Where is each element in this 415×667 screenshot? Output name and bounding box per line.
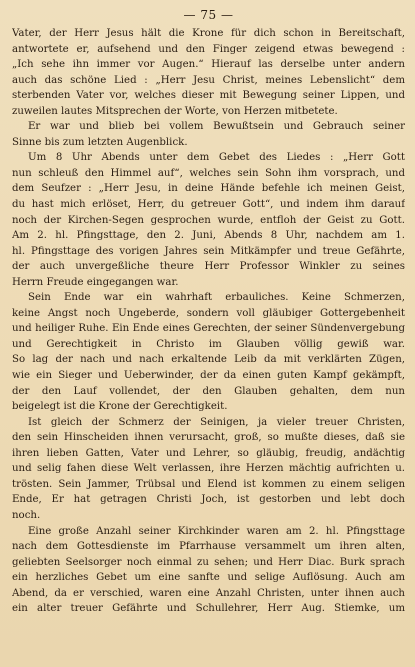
text-line: hl. Pfingsttage des vorigen Jahres sein Mitkämpfer und treue Gefährte, xyxy=(12,245,405,257)
paragraph-4 xyxy=(12,290,405,414)
text-line: und selig fahen diese Welt verlassen, ihre Herzen mächtig aufrichten u. xyxy=(12,463,405,475)
text-line: „Ich sehe ihn immer vor Augen.“ Hierauf las derselbe unter andern xyxy=(12,59,405,71)
text-line: Um 8 Uhr Abends unter dem Gebet des Liedes : „Herr Gott xyxy=(28,152,405,164)
text-line: Vater, der Herr Jesus hält die Krone für dich schon in Bereitschaft, xyxy=(12,28,405,39)
text-line: ein herzliches Gebet um eine sanfte und selige Auflösung. Auch am xyxy=(12,572,405,584)
text-line: den sein Hinscheiden ihnen verursacht, groß, so mußte dieses, daß sie xyxy=(12,432,405,444)
text-line: wie ein Sieger und Ueberwinder, der da einen guten Kampf gekämpft, xyxy=(12,370,405,382)
text-line: der den Lauf vollendet, der den Glauben gehalten, dem nun xyxy=(12,385,405,397)
text-line: dem Seufzer : „Herr Jesu, in deine Hände befehle ich meinen Geist, xyxy=(12,183,405,195)
text-line: und heiliger Ruhe. Ein Ende eines Gerechten, der seiner Sündenvergebung xyxy=(12,323,405,335)
text-line: sterbenden Vater vor, welches dieser mit Bewegung seiner Lippen, und xyxy=(12,90,405,102)
text-line: Er war und blieb bei vollem Bewußtsein und Gebrauch seiner xyxy=(28,121,405,133)
text-line: Herrn Freude eingegangen war. xyxy=(12,276,179,288)
text-line: geliebten Seelsorger noch einmal zu sehen; und Herr Diac. Burk sprach xyxy=(12,556,405,568)
text-line: Am 2. hl. Pfingsttage, den 2. Juni, Abends 8 Uhr, nachdem am 1. xyxy=(12,230,405,242)
text-line: nach dem Gottesdienste im Pfarrhause versammelt um ihren alten, xyxy=(12,541,405,553)
paragraph-6 xyxy=(12,524,405,617)
text-line: keine Angst noch Ungeberde, sondern voll gläubiger Gottergebenheit xyxy=(12,307,405,319)
text-line: trösten. Sein Jammer, Trübsal und Elend ist kommen zu einem seligen xyxy=(12,478,405,490)
text-line: Eine große Anzahl seiner Kirchkinder waren am 2. hl. Pfingsttage xyxy=(28,525,405,537)
text-line: So lag der nach und nach erkaltende Leib da mit verklärten Zügen, xyxy=(12,354,405,366)
paragraph-5 xyxy=(12,415,405,524)
paragraph-3 xyxy=(12,150,405,290)
text-line: Abend, da er verschied, waren eine Anzahl Christen, unter ihnen auch xyxy=(12,587,405,599)
paragraph-2 xyxy=(12,119,405,150)
text-line: ihren lieben Gatten, Vater und Lehrer, so gläubig, freudig, andächtig xyxy=(12,447,405,459)
text-line: nun schleuß den Himmel auf“, welches sein Sohn ihm vorsprach, und xyxy=(12,167,405,179)
text-line: auch das schöne Lied : „Herr Jesu Christ, meines Lebenslicht“ dem xyxy=(12,74,405,86)
page-number: — 75 — xyxy=(183,8,234,22)
text-line: Sein Ende war ein wahrhaft erbauliches. Keine Schmerzen, xyxy=(28,292,405,304)
text-line: ein alter treuer Gefährte und Schullehrer, Herr Aug. Stiemke, um xyxy=(12,603,405,615)
text-line: beigelegt ist die Krone der Gerechtigkeit. xyxy=(12,401,228,413)
text-line: du hast mich erlöset, Herr, du getreuer Gott“, und indem ihm darauf xyxy=(12,199,405,211)
text-line: Sinne bis zum letzten Augenblick. xyxy=(12,136,188,148)
paragraph-1 xyxy=(12,26,405,119)
text-line: antwortete er, aufsehend und den Finger zeigend etwas bewegend : xyxy=(12,43,405,55)
text-line: Ende, Er hat getragen Christi Joch, ist gestorben und lebt doch xyxy=(12,494,405,506)
text-line: zuweilen lautes Mitsprechen der Worte, von Herzen mitbetete. xyxy=(12,105,338,117)
text-line: und Gerechtigkeit in Christo im Glauben völlig gewiß war. xyxy=(12,338,405,350)
text-line: noch der Kirchen-Segen gesprochen wurde, entfloh der Geist zu Gott. xyxy=(12,214,405,226)
text-line: noch. xyxy=(12,509,41,521)
text-line: der auch unvergeßliche theure Herr Professor Winkler zu seines xyxy=(12,261,405,273)
text-line: Ist gleich der Schmerz der Seinigen, ja vieler treuer Christen, xyxy=(28,416,405,428)
